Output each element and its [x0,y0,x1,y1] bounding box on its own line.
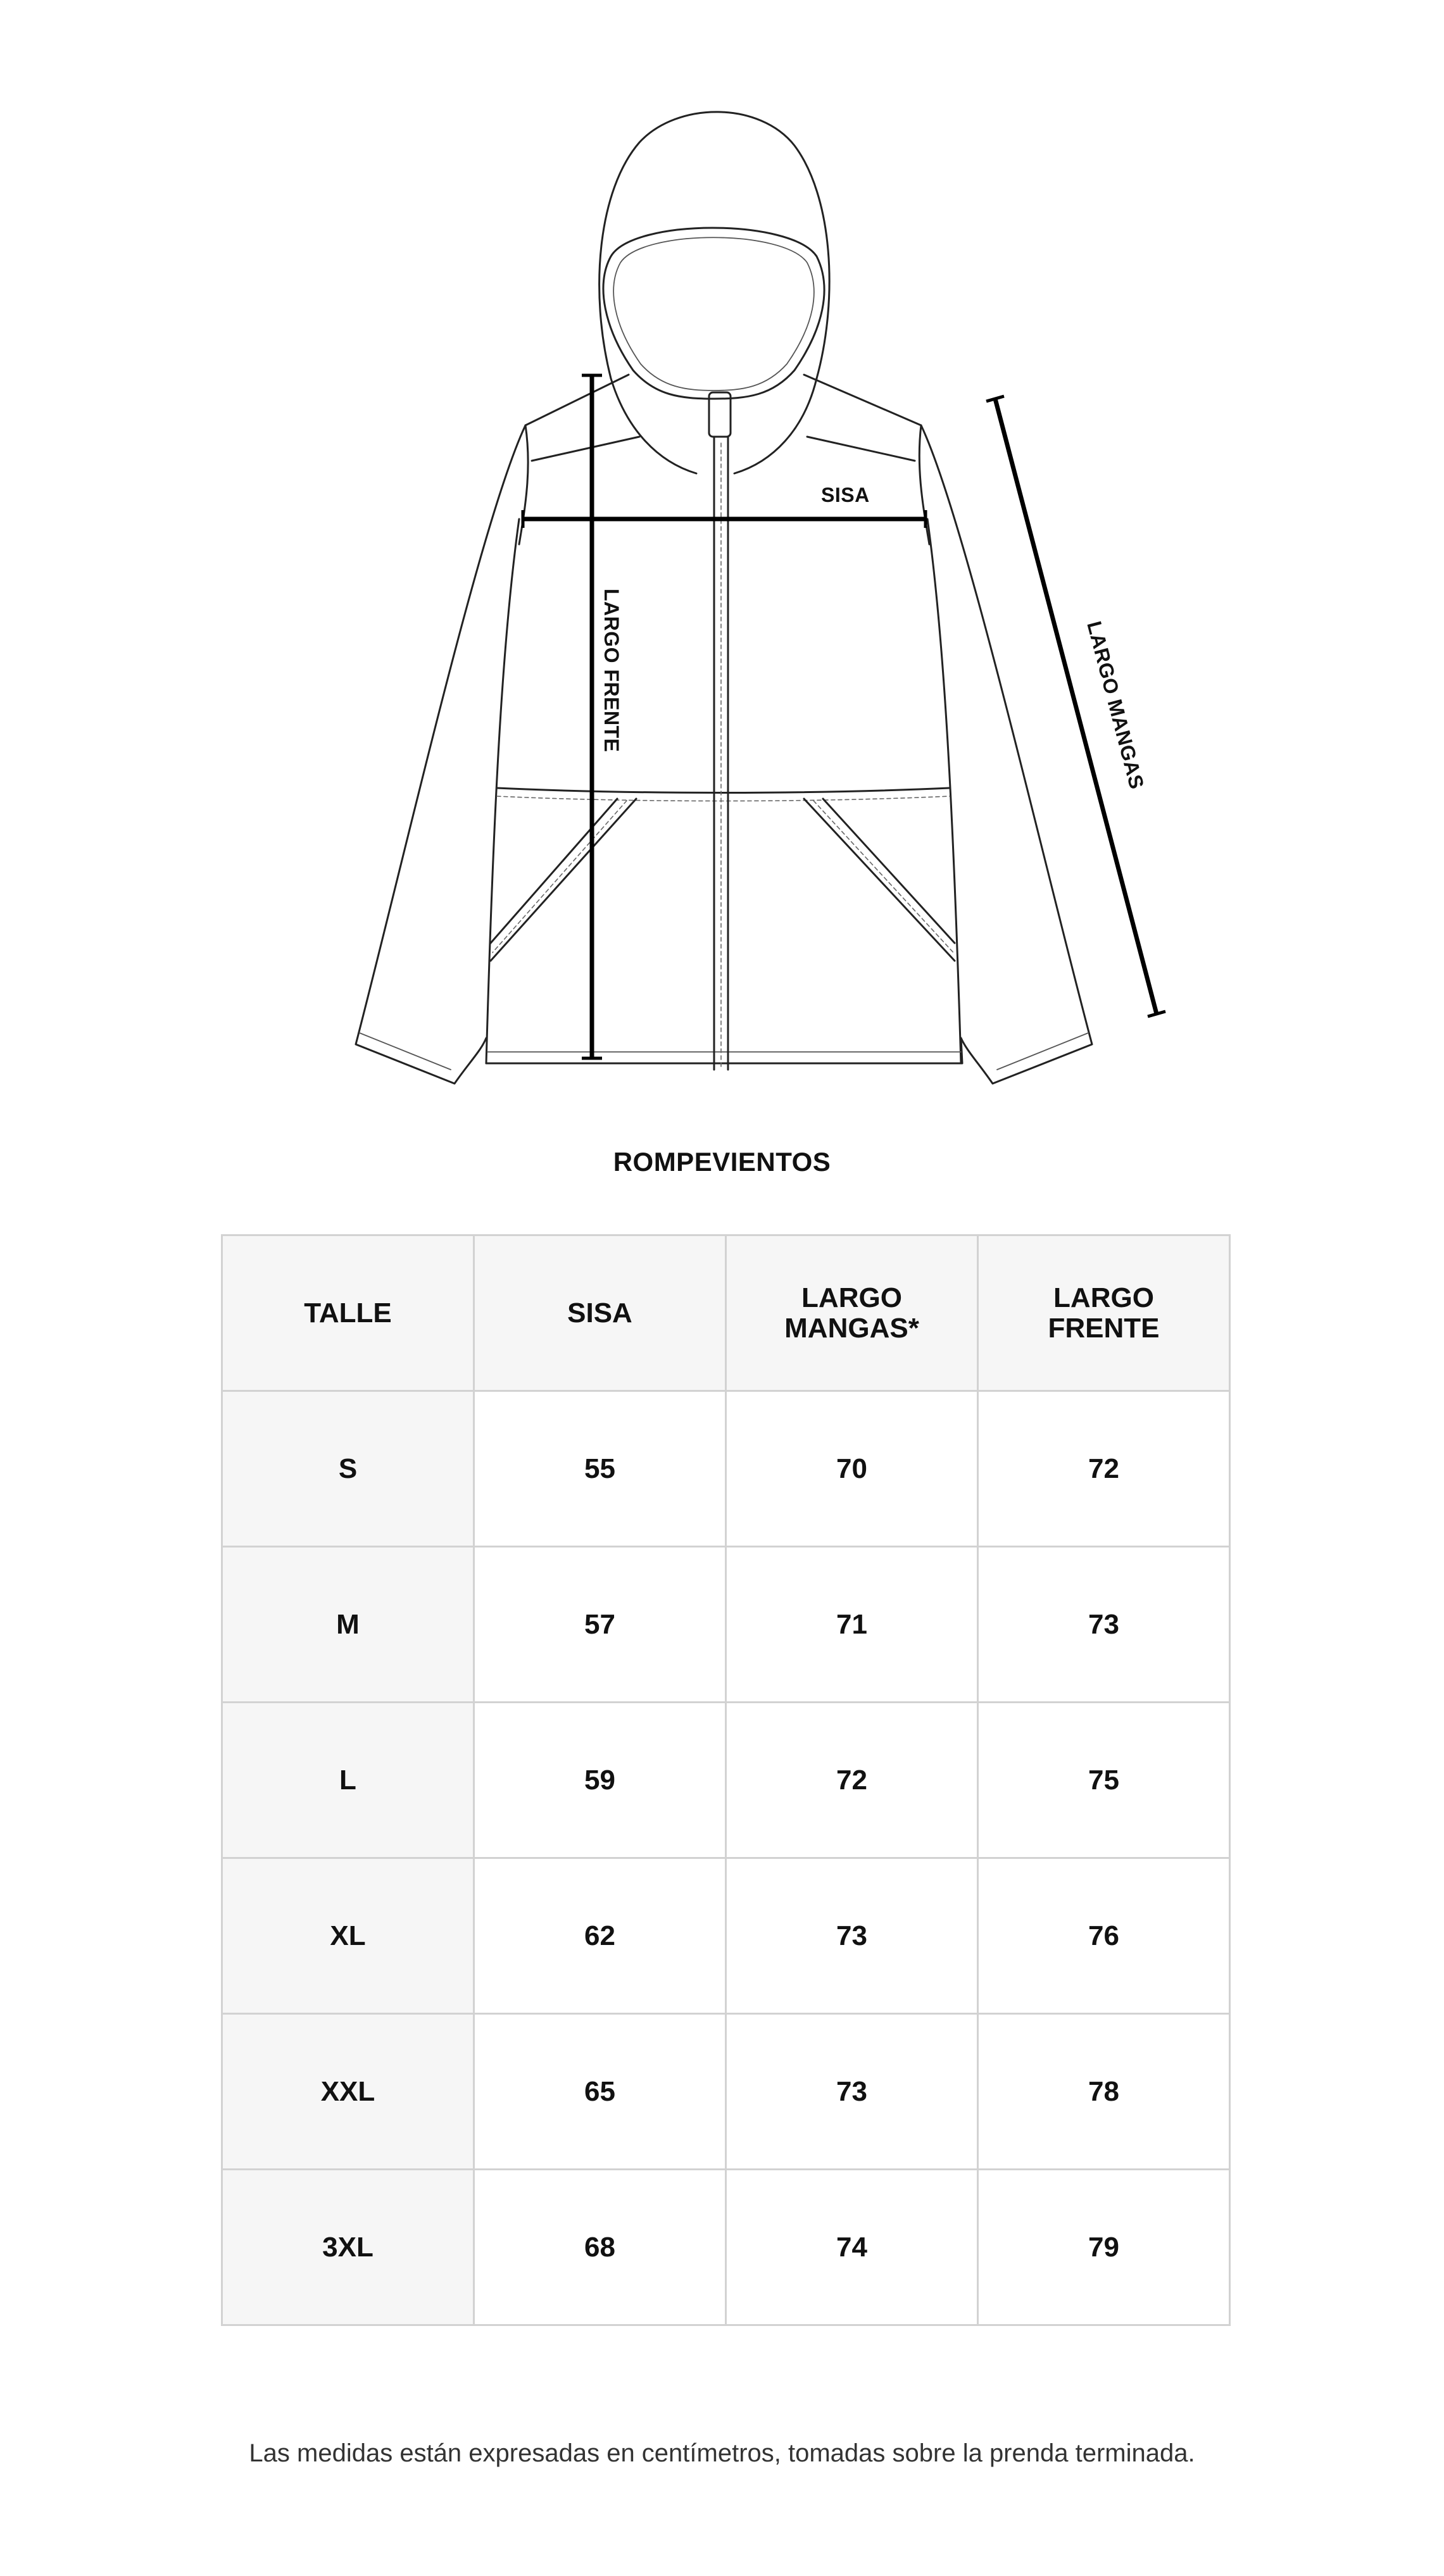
table-row [222,1703,1230,1858]
measurement-footnote: Las medidas están expresadas en centímetros, tomadas sobre la prenda terminada. [249,2439,1195,2467]
jacket-diagram [0,0,1444,1114]
largo-mangas-cell: 73 [726,2014,978,2170]
largo-mangas-cell: 71 [726,1547,978,1703]
table-row [222,2170,1230,2325]
header-talle [222,1235,474,1391]
largo-frente-cell: 78 [978,2014,1230,2170]
sisa-cell: 57 [474,1547,726,1703]
size-cell: M [222,1547,474,1703]
header-largo-frente-line1: LARGO [1053,1282,1154,1313]
header-largo-mangas-line1: LARGO [801,1282,902,1313]
chest-label: SISA [821,484,870,506]
sleeve-length-label: LARGO MANGAS [1083,618,1149,792]
table-row [222,2014,1230,2170]
size-cell: XL [222,1858,474,2014]
header-sisa [474,1235,726,1391]
table-row [222,1858,1230,2014]
largo-frente-cell: 72 [978,1391,1230,1547]
header-talle-text: TALLE [304,1297,392,1329]
sisa-cell: 62 [474,1858,726,2014]
largo-frente-cell: 75 [978,1703,1230,1858]
sisa-cell: 59 [474,1703,726,1858]
size-cell: S [222,1391,474,1547]
sisa-cell: 55 [474,1391,726,1547]
sisa-cell: 65 [474,2014,726,2170]
sisa-cell: 68 [474,2170,726,2325]
header-largo-mangas-line2: MANGAS* [784,1312,919,1344]
size-cell: XXL [222,2014,474,2170]
header-sisa-text: SISA [567,1297,632,1329]
largo-mangas-cell: 70 [726,1391,978,1547]
table-row [222,1547,1230,1703]
table-row [222,1391,1230,1547]
largo-frente-cell: 76 [978,1858,1230,2014]
largo-mangas-cell: 73 [726,1858,978,2014]
size-chart-table [221,1234,1231,2326]
sleeve-length-measure-line [995,399,1157,1014]
size-cell: L [222,1703,474,1858]
largo-mangas-cell: 74 [726,2170,978,2325]
header-largo-mangas [726,1235,978,1391]
largo-frente-cell: 79 [978,2170,1230,2325]
front-length-label: LARGO FRENTE [600,589,623,753]
largo-mangas-cell: 72 [726,1703,978,1858]
header-largo-frente-line2: FRENTE [1048,1312,1160,1344]
jacket-outline [356,112,1092,1084]
largo-frente-cell: 73 [978,1547,1230,1703]
size-cell: 3XL [222,2170,474,2325]
product-title: ROMPEVIENTOS [613,1147,831,1177]
table-header-row [222,1235,1230,1391]
header-largo-frente [978,1235,1230,1391]
